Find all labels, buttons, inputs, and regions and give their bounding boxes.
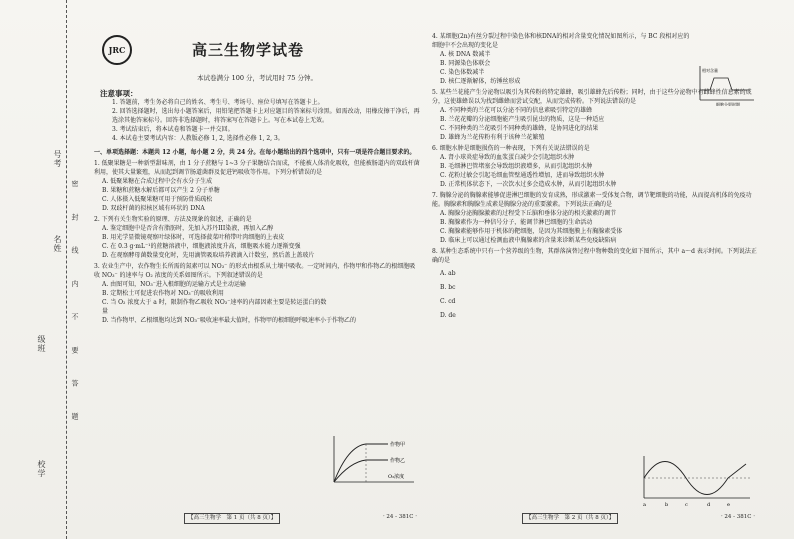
option-a: A. 肾小球炎症导致的血浆蛋白减少会引起组织水肿 xyxy=(440,154,575,161)
option-d: D. 当作物甲、乙根细胞均达到 NO₃⁻吸收速率最大值时，作物甲的根细胞呼吸速率小于作物乙的 xyxy=(102,317,357,324)
option-c: C. 染色体数减半 xyxy=(440,69,485,76)
notice-item: 4. 本试卷主要考试内容：人教版必修 1, 2, 选择性必修 1, 2, 3。 xyxy=(112,135,284,142)
option-a: A. 不同种类的兰花可以分泌不同的信息素吸引特定的雄蜂 xyxy=(440,107,593,114)
binding-field-class: 级班 xyxy=(37,335,46,353)
option-a: A. 胸腺分泌胸腺激素的过程受下丘脑和垂体分泌的相关激素的调节 xyxy=(440,210,617,217)
option-d: D. 在观察酵母菌数量变化时，先用滴管吸取培养液滴入计数室，然后盖上盖玻片 xyxy=(102,252,315,259)
question-stem: 6. 细胞水肿是细胞损伤的一种表现，下列有关说法错误的是 xyxy=(432,145,590,152)
question-stem: 4. 某细胞(2n)有丝分裂过程中染色体和核DNA的相对含量变化情况如图所示，与 BC 段相对应的细胞中不会出现的变化是 xyxy=(432,33,690,49)
option-c: C. 当 O₂ 浓度大于 a 时，限制作物乙吸收 NO₃⁻速率的内部因素主要是转运蛋白的数量 xyxy=(102,299,327,315)
option-d: D. de xyxy=(440,312,456,319)
binding-margin xyxy=(0,0,88,539)
option-b: B. 胸腺素作为一种信号分子，能调节淋巴细胞的生命活动 xyxy=(440,219,593,226)
notice-heading: 注意事项： xyxy=(100,89,138,98)
option-c: C. 胸腺素能够作用于机体的靶细胞，是因为其细胞膜上有胸腺素受体 xyxy=(440,228,623,235)
graph-tick-c: c xyxy=(685,502,688,508)
option-a: A. 低聚果糖在合成过程中会有水分子生成 xyxy=(102,178,213,185)
footer-code: · 24 - 381C · xyxy=(382,514,417,520)
option-d: D. 双歧杆菌的拟核区域有环状的 DNA xyxy=(102,205,205,212)
option-b: B. 用光学显微镜观察叶绿体时，可选择菠菜叶稍带叶肉细胞的上表皮 xyxy=(102,234,285,241)
page-footer xyxy=(432,513,758,524)
uptake-rate-graph xyxy=(326,432,418,488)
option-d: D. 临床上可以通过检测血液中胸腺素的含量来诊断某些免疫缺陷病 xyxy=(440,237,617,244)
graph-label-o2: O₂浓度 xyxy=(388,474,405,480)
notice-list xyxy=(94,98,420,143)
footer-code: · 24 - 381C · xyxy=(720,514,755,520)
notice-item: 3. 考试结束后，将本试卷和答题卡一并交回。 xyxy=(112,126,234,133)
page-footer xyxy=(94,513,420,524)
notice-item: 2. 回答选择题时，选出每小题答案后，用铅笔把答题卡上对应题目的答案标号涂黑。如需改动，用橡皮擦干净后，再选涂其他答案标号。回答非选择题时，将答案写在答题卡上。写在本试卷上无效。 xyxy=(112,108,420,124)
question-6 xyxy=(432,144,758,189)
graph-tick-e: e xyxy=(727,502,730,508)
graph-label-crop-a: 作物甲 xyxy=(390,442,406,448)
option-d: D. 正常机体状态下，一次饮水过多会造成水肿，从而引起组织水肿 xyxy=(440,181,617,188)
option-d: D. 核仁逐渐解体，纺锤丝形成 xyxy=(440,78,521,85)
option-b: B. 兰花花瓣的分泌细胞能产生吸引昆虫的物质，这是一种适应 xyxy=(440,116,605,123)
page-1 xyxy=(94,30,420,530)
graph-tick-b: b xyxy=(665,502,669,508)
option-b: B. 毛细淋巴管堵塞会导致组织液增多，从而引起组织水肿 xyxy=(440,163,593,170)
option-a: A. 鉴定细胞中是否含有脂肪时，先加入苏丹III染液，再加入乙醇 xyxy=(102,225,274,232)
footer-page-label: 【高三生物学 第 1 页（共 8 页）】 xyxy=(184,513,280,524)
footer-page-label: 【高三生物学 第 2 页（共 8 页）】 xyxy=(522,513,618,524)
option-b: B. 同源染色体联会 xyxy=(440,60,491,67)
species-curve-graph xyxy=(638,454,754,508)
exam-logo: JRC xyxy=(102,35,132,65)
binding-field-school: 校学 xyxy=(37,460,46,478)
page-2 xyxy=(432,30,758,530)
question-7 xyxy=(432,191,758,245)
question-stem: 2. 下列有关生物实验的原理、方法及现象的叙述，正确的是 xyxy=(94,216,252,223)
option-c: C. 花粉过敏会引起毛细血管壁通透性增加，进而导致组织水肿 xyxy=(440,172,605,179)
option-b: B. 定期松土可促进农作物对 NO₃⁻的吸收利用 xyxy=(102,290,224,297)
page-title: 高三生物学试卷 xyxy=(192,40,305,59)
option-a: A. 由图可知，NO₃⁻进入根细胞的运输方式是主动运输 xyxy=(102,281,246,288)
question-2 xyxy=(94,215,420,260)
question-stem: 8. 某种生态系统中只有一个营养级的生物，其群落演替过程中物种数的变化如下图所示，其中 a～d 表示时间。下列说法正确的是 xyxy=(432,248,757,264)
option-b: B. 果糖和蔗糖水解后都可以产生 2 分子单糖 xyxy=(102,187,220,194)
binding-field-name: 名姓 xyxy=(53,235,62,253)
binding-line xyxy=(66,0,67,539)
notice-item: 1. 答题前，考生务必将自己的姓名、考生号、考场号、座位号填写在答题卡上。 xyxy=(112,99,324,106)
option-c: C. cd xyxy=(440,298,456,305)
question-stem: 5. 某些兰花能产生分泌物以吸引为其传粉的特定雄蜂，吸引雄蜂先后传粉；同时，由于这些分泌物中有雌蜂性信息素的成分，这使雄蜂误以为找到雌蜂而尝试交配，从而完成传粉。下列说法错误的是 xyxy=(432,89,752,105)
option-a: A. ab xyxy=(440,270,456,277)
graph-label-crop-b: 作物乙 xyxy=(390,458,406,464)
section-heading: 一、单项选择题：本题共 12 小题，每小题 2 分，共 24 分。在每小题给出的四个选项中，只有一项是符合题目要求的。 xyxy=(94,149,416,156)
question-stem: 3. 农业生产中，农作物生长所需的氮素可以 NO₃⁻ 的形式由根系从土壤中吸收。一定时间内，作物甲和作物乙的根细胞吸收 NO₃⁻ 的速率与 O₂ 浓度的关系如图所示。下列叙述错误的是 xyxy=(94,263,416,279)
question-stem: 7. 胸腺分泌的胸腺素能够促进淋巴细胞的发育成熟，形成激素一受体复合物，调节靶细胞的功能，从而提高机体的免疫功能。胸腺素和胸腺生成素是胸腺分泌的重要激素。下列说法正确的是 xyxy=(432,192,752,208)
graph-tick-a: a xyxy=(643,502,646,508)
chromosome-graph xyxy=(694,64,756,106)
binding-cut-marks: 密 封 线 内 不 要 答 题 xyxy=(71,180,79,432)
question-1 xyxy=(94,159,420,213)
option-a: A. 核 DNA 数减半 xyxy=(440,51,491,58)
question-8 xyxy=(432,247,758,320)
question-3 xyxy=(94,262,420,325)
option-c: C. 在 0.3 g·mL⁻¹的蔗糖溶液中，细胞液浓度升高，细胞吸水能力逐渐变强 xyxy=(102,243,301,250)
binding-field-exam-number: 号考 xyxy=(53,150,62,168)
exam-subtitle: 本试卷满分 100 分，考试用时 75 分钟。 xyxy=(197,74,317,82)
question-stem: 1. 低聚果糖是一种新型甜味剂，由 1 分子蔗糖与 1~3 分子果糖结合而成，不能被人体消化吸收，但能被肠道内的双歧杆菌利用，使其大量繁殖，从而起到调节肠道菌群及促进钙吸收等作用。下列分析错误的是 xyxy=(94,160,420,176)
graph-tick-d: d xyxy=(707,502,711,508)
graph-ylabel: 相对含量 xyxy=(702,68,718,73)
option-b: B. bc xyxy=(440,284,456,291)
graph-xlabel: 细胞分裂时期 xyxy=(716,102,740,106)
option-d: D. 雄蜂为兰花传粉有利于该种兰花繁殖 xyxy=(440,134,545,141)
option-c: C. 不同种类的兰花吸引不同种类的雄蜂，是协同进化的结果 xyxy=(440,125,599,132)
option-c: C. 人体摄入低聚果糖可用于预防骨质疏松 xyxy=(102,196,213,203)
